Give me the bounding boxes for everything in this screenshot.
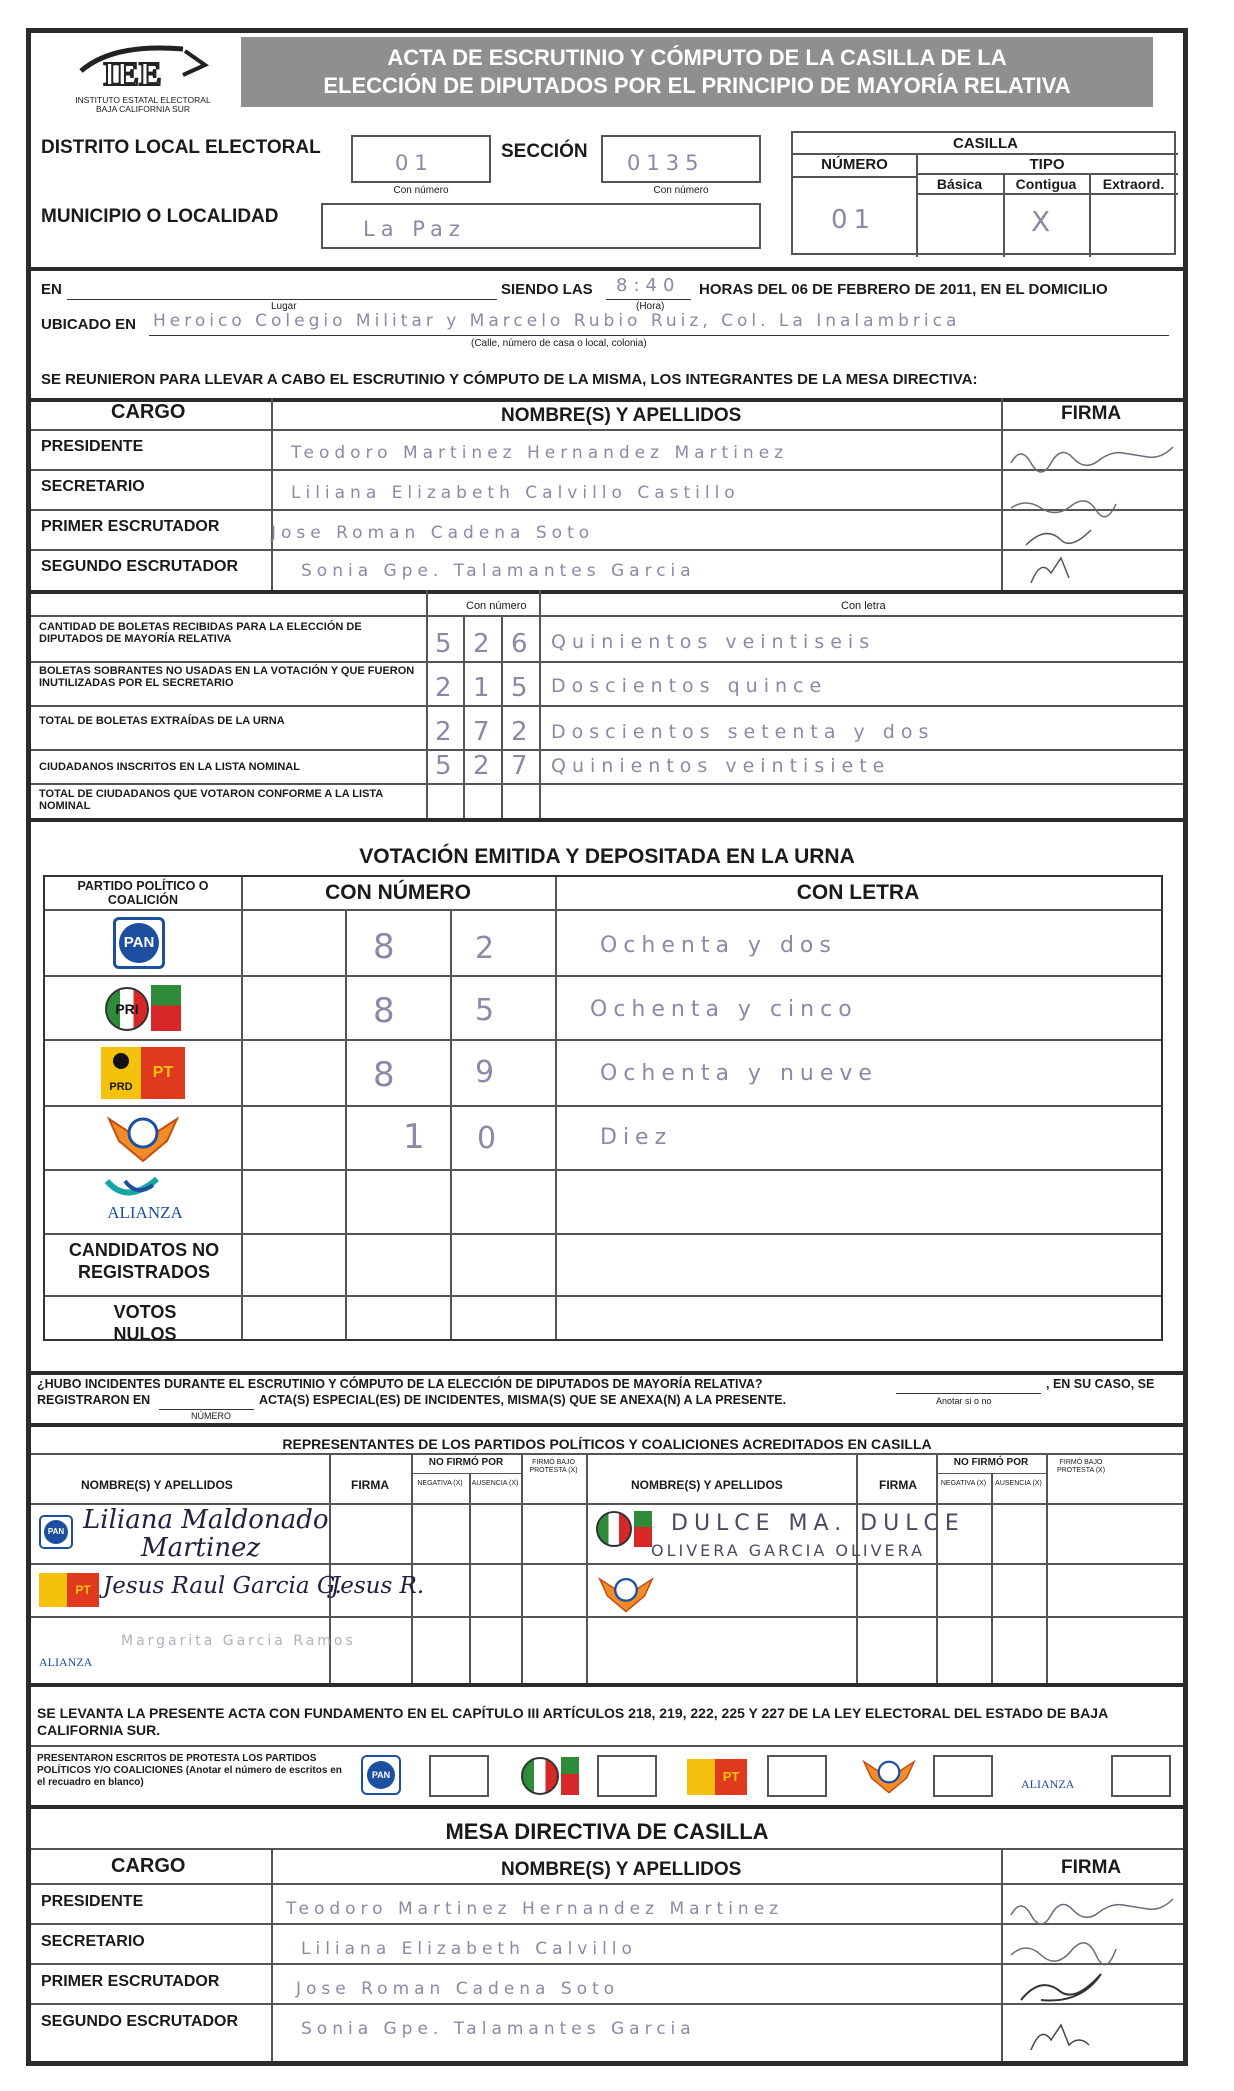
mesa-cargo-secretario: SECRETARIO [41,478,145,495]
pan-digit-3: 2 [475,931,501,966]
mesa2-nombre-segundo-escrutador: Sonia Gpe. Talamantes Garcia [301,2019,696,2039]
acta-document [26,28,1188,2066]
convergencia-logo-icon [105,1111,181,1163]
boletas-con-letra: Con letra [841,600,886,612]
representantes-title: REPRESENTANTES DE LOS PARTIDOS POLÍTICOS Y COALICIONES ACREDITADOS EN CASILLA [282,1436,932,1452]
rep-prd-pt-name-1: Jesus Raul Garcia G. [103,1573,342,1599]
boletas-label-extraidas: TOTAL DE BOLETAS EXTRAÍDAS DE LA URNA [39,715,285,727]
mesa-cargo-primer-escrutador: PRIMER ESCRUTADOR [41,518,220,535]
numero-caption: NÚMERO [191,1411,231,1421]
svg-text:IEE: IEE [103,56,162,93]
pri-digit-2: 8 [373,991,401,1031]
nombre-header: NOMBRE(S) Y APELLIDOS [501,405,742,426]
fundamento-text: SE LEVANTA LA PRESENTE ACTA CON FUNDAMENTO EN EL CAPÍTULO III ARTÍCULOS 218, 219, 222, 225 Y 227 DE LA LEY ELECTORAL DEL ESTADO DE BAJA CALIFORNIA SUR. [37,1705,1108,1738]
numero-label: NÚMERO [821,156,888,173]
inscritos-digit-1: 5 [435,751,458,781]
casilla-box [791,131,1176,255]
hora-value: 8:40 [616,275,681,296]
institute-name: INSTITUTO ESTATAL ELECTORAL [75,95,211,105]
lugar-caption: Lugar [271,301,297,312]
seccion-label: SECCIÓN [501,141,588,162]
seccion-caption: Con número [653,185,709,196]
ubicado-label: UBICADO EN [41,316,137,333]
rep-convergencia-icon [596,1573,656,1613]
rep-pri-icon [596,1511,652,1549]
partido-header: PARTIDO POLÍTICO O COALICIÓN [77,879,209,907]
rep-protesta-right: FIRMÓ BAJO PROTESTA (X) [1056,1459,1106,1474]
mesa-firmas-signatures [1006,433,1181,588]
recibidas-digit-1: 5 [435,629,458,659]
horas-text: HORAS DEL 06 DE FEBRERO DE 2011, EN EL DOMICILIO [699,281,1108,298]
boletas-label-votaron: TOTAL DE CIUDADANOS QUE VOTARON CONFORME A LA LISTA NOMINAL [39,788,383,812]
iee-logo-icon [73,41,213,95]
distrito-value: 01 [395,151,434,175]
rep-ausencia-left: AUSENCIA (X) [471,1480,519,1487]
sobrantes-digit-2: 1 [473,673,496,703]
pan-letra: Ochenta y dos [600,933,837,958]
mesa-nombre-segundo-escrutador: Sonia Gpe. Talamantes Garcia [301,561,696,581]
pan-logo-icon: PAN [113,917,173,971]
rep-no-firmo-right: NO FIRMÓ POR [953,1457,1029,1468]
protesta-pan-box[interactable] [429,1755,489,1797]
con-numero-header: CON NÚMERO [325,881,471,904]
en-su-caso: , EN SU CASO, SE [1046,1377,1155,1391]
extraidas-digit-3: 2 [511,717,534,747]
mesa2-cargo-header: CARGO [111,1855,186,1877]
nueva-alianza-logo-icon: ALIANZA [97,1175,193,1229]
mesa2-cargo-segundo-escrutador: SEGUNDO ESCRUTADOR [41,2013,239,2030]
contigua-label: Contigua [1015,176,1077,192]
sobrantes-digit-1: 2 [435,673,458,703]
en-label: EN [41,281,62,298]
prd-pt-logo-icon: PRD PT [101,1047,185,1099]
distrito-field[interactable] [351,135,491,183]
hora-caption: (Hora) [636,301,665,312]
pri-letra: Ochenta y cinco [590,997,858,1022]
recibidas-digit-3: 6 [511,629,534,659]
mesa2-firmas-signatures [1006,1885,1181,2060]
convergencia-letra: Diez [600,1125,673,1150]
mesa-nombre-presidente: Teodoro Martinez Hernandez Martinez [291,443,789,463]
rep-pan-name-2: Martinez [141,1533,261,1563]
protesta-prd-pt-icon: PT [687,1759,747,1795]
protesta-pri-icon [521,1757,579,1797]
rep-negativa-left: NEGATIVA (X) [417,1480,463,1487]
mesa2-nombre-secretario: Liliana Elizabeth Calvillo [301,1939,637,1959]
mesa-nombre-primer-escrutador: Jose Roman Cadena Soto [271,523,595,543]
distrito-caption: Con número [393,185,449,196]
rep-prd-pt-icon: PT [39,1573,99,1607]
protesta-prd-pt-box[interactable] [767,1755,827,1797]
mesa2-cargo-primer-escrutador: PRIMER ESCRUTADOR [41,1973,220,1990]
votacion-table [43,875,1163,1344]
casilla-tipo-mark: X [1031,205,1057,238]
mesa2-cargo-presidente: PRESIDENTE [41,1893,144,1910]
mesa2-nombre-header: NOMBRE(S) Y APELLIDOS [501,1859,742,1880]
rep-pan-icon: PAN [39,1515,73,1549]
protesta-nueva-alianza-icon: ALIANZA [1021,1777,1075,1791]
iee-logo [73,41,213,121]
recibidas-digit-2: 2 [473,629,496,659]
protesta-pan-icon: PAN [361,1755,401,1795]
recibidas-letra: Quinientos veintiseis [551,631,876,653]
address-value: Heroico Colegio Militar y Marcelo Rubio Ruiz, Col. La Inalambrica [153,311,961,331]
prd-pt-digit-2: 8 [373,1055,401,1095]
rep-negativa-right: NEGATIVA (X) [940,1480,987,1487]
actas-text: ACTA(S) ESPECIAL(ES) DE INCIDENTES, MISMA(S) QUE SE ANEXA(N) A LA PRESENTE. [259,1393,787,1407]
mesa-cargo-presidente: PRESIDENTE [41,438,144,455]
rep-nombre-header-right: NOMBRE(S) Y APELLIDOS [631,1478,783,1492]
boletas-con-numero: Con número [466,600,527,612]
inscritos-letra: Quinientos veintisiete [551,755,891,777]
rep-pri-name-2: OLIVERA GARCIA OLIVERA [651,1541,926,1560]
rep-ausencia-right: AUSENCIA (X) [995,1480,1042,1487]
cargo-header: CARGO [111,401,186,423]
casilla-label: CASILLA [953,135,1018,152]
protesta-convergencia-box[interactable] [933,1755,993,1797]
mesa2-cargo-secretario: SECRETARIO [41,1933,145,1950]
municipio-field[interactable] [321,203,761,249]
con-letra-header: CON LETRA [796,881,920,904]
pri-digit-3: 5 [475,993,501,1028]
mesa-cargo-segundo-escrutador: SEGUNDO ESCRUTADOR [41,558,239,575]
sobrantes-digit-3: 5 [511,673,534,703]
extraidas-digit-2: 7 [473,717,496,747]
prd-pt-digit-3: 9 [475,1055,501,1090]
rep-prd-pt-signature: Jesus R. [331,1573,425,1599]
sobrantes-letra: Doscientos quince [551,675,828,697]
side-legend [1192,40,1206,960]
prd-pt-letra: Ochenta y nueve [600,1061,878,1086]
extraidas-digit-1: 2 [435,717,458,747]
protesta-convergencia-icon [861,1755,917,1795]
basica-label: Básica [936,176,983,192]
siendo-las-label: SIENDO LAS [501,281,593,298]
municipio-label: MUNICIPIO O LOCALIDAD [41,206,279,227]
municipio-value: La Paz [363,217,466,241]
rep-protesta-left: FIRMÓ BAJO PROTESTA (X) [529,1459,578,1474]
protesta-pri-box[interactable] [597,1755,657,1797]
seccion-value: 0135 [627,151,705,175]
protesta-text: PRESENTARON ESCRITOS DE PROTESTA LOS PARTIDOS POLÍTICOS Y/O COALICIONES (Anotar el número de escritos en el recuadro en blanco) [37,1753,342,1788]
mesa-nombre-secretario: Liliana Elizabeth Calvillo Castillo [291,483,740,503]
pri-logo-icon: PRI [105,985,181,1033]
distrito-label: DISTRITO LOCAL ELECTORAL [41,137,321,158]
casilla-numero-value: 01 [831,205,877,235]
extraord-label: Extraord. [1102,176,1165,192]
calle-caption: (Calle, número de casa o local, colonia) [471,338,647,349]
page-title [241,37,1153,107]
title-line-1: ACTA DE ESCRUTINIO Y CÓMPUTO DE LA CASILLA DE LA [387,45,1007,70]
rep-pan-name-1: Liliana Maldonado [83,1505,329,1535]
tipo-label: TIPO [1029,156,1065,173]
protesta-nueva-alianza-box[interactable] [1111,1755,1171,1797]
incidentes-question: ¿HUBO INCIDENTES DURANTE EL ESCRUTINIO Y CÓMPUTO DE LA ELECCIÓN DE DIPUTADOS DE MAYORÍA RELATIVA? [37,1377,763,1391]
reunion-text: SE REUNIERON PARA LLEVAR A CABO EL ESCRUTINIO Y CÓMPUTO DE LA MISMA, LOS INTEGRANTES DE LA MESA DIRECTIVA: [41,371,978,388]
extraidas-letra: Doscientos setenta y dos [551,721,935,743]
rep-nueva-alianza-name: Margarita Garcia Ramos [121,1633,356,1649]
anotar-caption: Anotar si o no [936,1396,992,1406]
votos-nulos: VOTOS NULOS [113,1302,177,1344]
mesa2-nombre-presidente: Teodoro Martinez Hernandez Martinez [286,1899,784,1919]
institute-state: BAJA CALIFORNIA SUR [96,104,190,114]
boletas-label-recibidas: CANTIDAD DE BOLETAS RECIBIDAS PARA LA ELECCIÓN DE DIPUTADOS DE MAYORÍA RELATIVA [39,621,362,645]
firma-header: FIRMA [1061,403,1122,424]
votacion-title: VOTACIÓN EMITIDA Y DEPOSITADA EN LA URNA [359,845,855,868]
pan-digit-2: 8 [373,927,401,967]
convergencia-digit-3: 0 [477,1121,503,1156]
candidatos-no-registrados: CANDIDATOS NO REGISTRADOS [68,1240,220,1282]
mesa-directiva-title: MESA DIRECTIVA DE CASILLA [445,1819,769,1844]
title-line-2: ELECCIÓN DE DIPUTADOS POR EL PRINCIPIO DE MAYORÍA RELATIVA [323,73,1071,98]
boletas-label-inscritos: CIUDADANOS INSCRITOS EN LA LISTA NOMINAL [39,761,300,773]
inscritos-digit-2: 2 [473,751,496,781]
rep-firma-header-left: FIRMA [351,1478,389,1492]
mesa2-firma-header: FIRMA [1061,1857,1122,1878]
seccion-field[interactable] [601,135,761,183]
rep-no-firmo-left: NO FIRMÓ POR [428,1457,504,1468]
boletas-label-sobrantes: BOLETAS SOBRANTES NO USADAS EN LA VOTACIÓN Y QUE FUERON INUTILIZADAS POR EL SECRETARIO [39,665,415,689]
rep-nueva-alianza-icon: ALIANZA [39,1655,93,1669]
convergencia-digit-2: 1 [403,1117,431,1157]
rep-firma-header-right: FIRMA [879,1478,917,1492]
rep-nombre-header-left: NOMBRE(S) Y APELLIDOS [81,1478,233,1492]
rep-pri-name-1: DULCE MA. DULCE [671,1511,965,1536]
registraron-text: REGISTRARON EN [37,1393,151,1407]
inscritos-digit-3: 7 [511,751,534,781]
mesa2-nombre-primer-escrutador: Jose Roman Cadena Soto [296,1979,620,1999]
